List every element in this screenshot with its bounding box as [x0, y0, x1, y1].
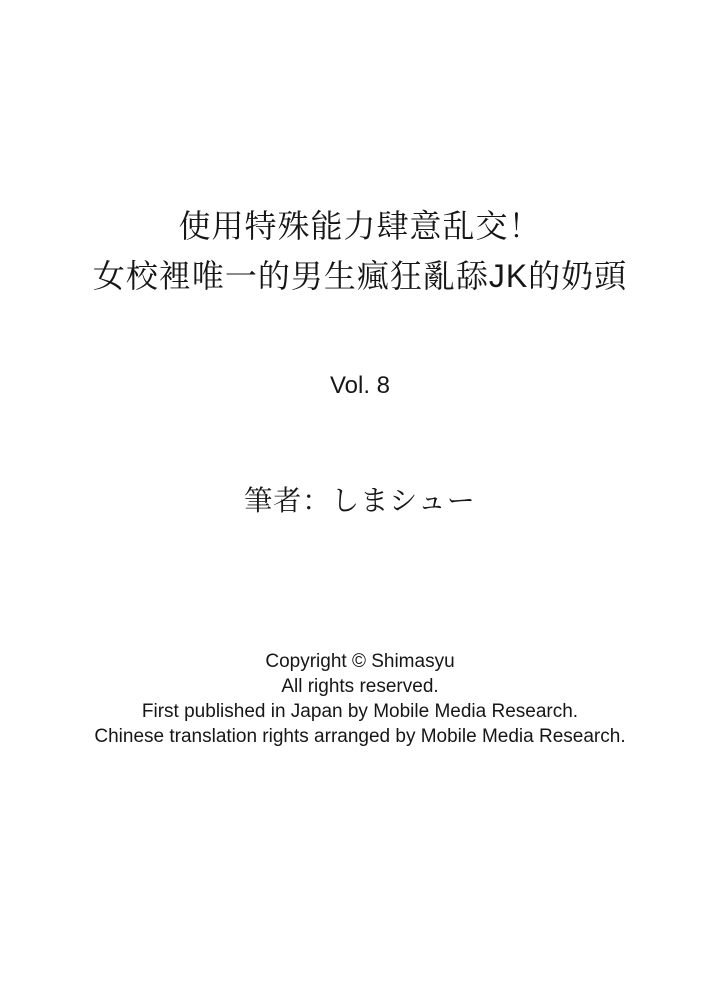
- copyright-line-publisher: First published in Japan by Mobile Media Research.: [141, 701, 579, 722]
- book-title-line-1: 使用特殊能力肆意乱交！: [178, 208, 542, 244]
- copyright-line-rights: All rights reserved.: [281, 676, 439, 697]
- copyright-line-translation: Chinese translation rights arranged by Mobile Media Research.: [94, 726, 626, 747]
- book-title: [0, 201, 720, 301]
- book-title-line-2: 女校裡唯一的男生瘋狂亂舔JK的奶頭: [92, 258, 628, 294]
- author-line: 筆者：しまシュー: [244, 485, 476, 516]
- volume-label: Vol. 8: [329, 372, 391, 399]
- copyright-block: [0, 649, 720, 749]
- copyright-line-holder: Copyright © Shimasyu: [265, 651, 455, 672]
